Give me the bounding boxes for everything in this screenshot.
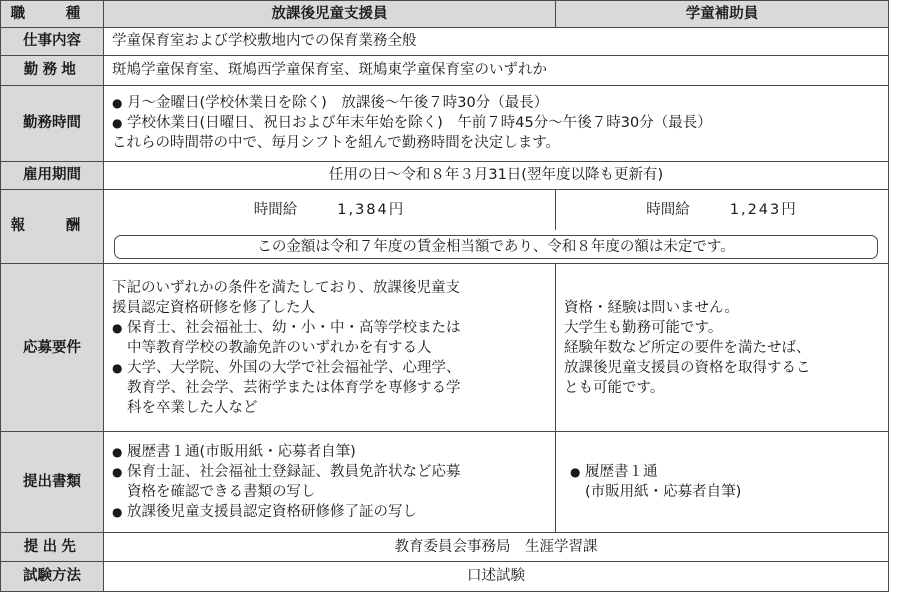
docs-b (556, 432, 889, 533)
header-category: 職 種 (1, 1, 104, 28)
row-place (1, 55, 889, 85)
header-col-a: 放課後児童支援員 (104, 1, 556, 28)
hours-cell (104, 85, 889, 161)
docs-a-bullet-3: ● 放課後児童支援員認定資格研修修了証の写し (112, 502, 547, 522)
label-hours: 勤務時間 (1, 85, 104, 161)
label-pay: 報 酬 (1, 189, 104, 263)
label-exam: 試験方法 (1, 561, 104, 591)
req-a-bullet-1-cont: 中等教育学校の教諭免許のいずれかを有する人 (127, 339, 432, 356)
row-req (1, 264, 889, 432)
place-text: 斑鳩学童保育室、斑鳩西学童保育室、斑鳩東学童保育室のいずれか (104, 55, 889, 85)
req-b-line-5: とも可能です。 (564, 379, 665, 396)
req-a-bullet-1: ● 保育士、社会福祉士、幼・小・中・高等学校または (112, 318, 547, 338)
row-dest (1, 533, 889, 562)
docs-a-bullet-1: ● 履歴書１通(市販用紙・応募者自筆) (112, 442, 547, 462)
req-b-line-3: 経験年数など所定の要件を満たせば、 (564, 339, 811, 356)
req-a-intro-1: 下記のいずれかの条件を満たしており、放課後児童支 (112, 279, 460, 296)
row-term (1, 161, 889, 189)
label-job: 仕事内容 (1, 27, 104, 55)
req-b-line-2: 大学生も勤務可能です。 (564, 319, 723, 336)
pay-a-prefix: 時間給 (253, 201, 298, 218)
req-a-bullet-2: ● 大学、大学院、外国の大学で社会福祉学、心理学、 (112, 358, 547, 378)
label-docs: 提出書類 (1, 432, 104, 533)
req-a-bullet-2-cont-2: 科を卒業した人など (127, 399, 258, 416)
req-a (104, 264, 556, 432)
pay-note: この金額は令和７年度の賃金相当額であり、令和８年度の額は未定です。 (114, 235, 878, 259)
row-exam (1, 561, 889, 591)
hours-line-3: これらの時間帯の中で、毎月シフトを組んで勤務時間を決定します。 (112, 135, 561, 152)
label-dest: 提出先 (1, 533, 104, 562)
pay-b (556, 189, 889, 230)
row-job (1, 27, 889, 55)
row-pay-note (1, 230, 889, 264)
docs-a-bullet-2: ● 保育士証、社会福祉士登録証、教員免許状など応募 (112, 462, 547, 482)
req-a-intro-2: 援員認定資格研修を修了した人 (112, 299, 315, 316)
pay-note-cell (104, 230, 889, 264)
label-place: 勤務地 (1, 55, 104, 85)
row-pay (1, 189, 889, 230)
hours-line-1: ● 月～金曜日(学校休業日を除く) 放課後～午後７時30分（最長） (112, 93, 880, 113)
req-b-line-4: 放課後児童支援員の資格を取得するこ (564, 359, 811, 376)
pay-a (104, 189, 556, 230)
req-a-bullet-2-cont-1: 教育学、社会学、芸術学または体育学を専修する学 (127, 379, 461, 396)
docs-a-bullet-2-cont: 資格を確認できる書類の写し (127, 484, 316, 501)
docs-a (104, 432, 556, 533)
req-b-line-1: 資格・経験は問いません。 (564, 299, 739, 316)
row-docs (1, 432, 889, 533)
pay-a-amount: 1,384円 (337, 201, 406, 218)
pay-b-prefix: 時間給 (646, 201, 690, 218)
label-req: 応募要件 (1, 264, 104, 432)
exam-text: 口述試験 (104, 561, 889, 591)
job-text: 学童保育室および学校敷地内での保育業務全般 (104, 27, 889, 55)
header-col-b: 学童補助員 (556, 1, 889, 28)
req-b (556, 264, 889, 432)
header-row (1, 1, 889, 28)
label-term: 雇用期間 (1, 161, 104, 189)
docs-b-line-2: (市販用紙・応募者自筆) (585, 484, 742, 501)
term-text: 任用の日～令和８年３月31日(翌年度以降も更新有) (104, 161, 889, 189)
dest-text: 教育委員会事務局 生涯学習課 (104, 533, 889, 562)
docs-b-bullet-1: ● 履歴書１通 (570, 462, 880, 482)
hours-line-2: ● 学校休業日(日曜日、祝日および年末年始を除く) 午前７時45分～午後７時30分（最長） (112, 113, 880, 133)
pay-b-amount: 1,243円 (729, 201, 798, 218)
row-hours (1, 85, 889, 161)
